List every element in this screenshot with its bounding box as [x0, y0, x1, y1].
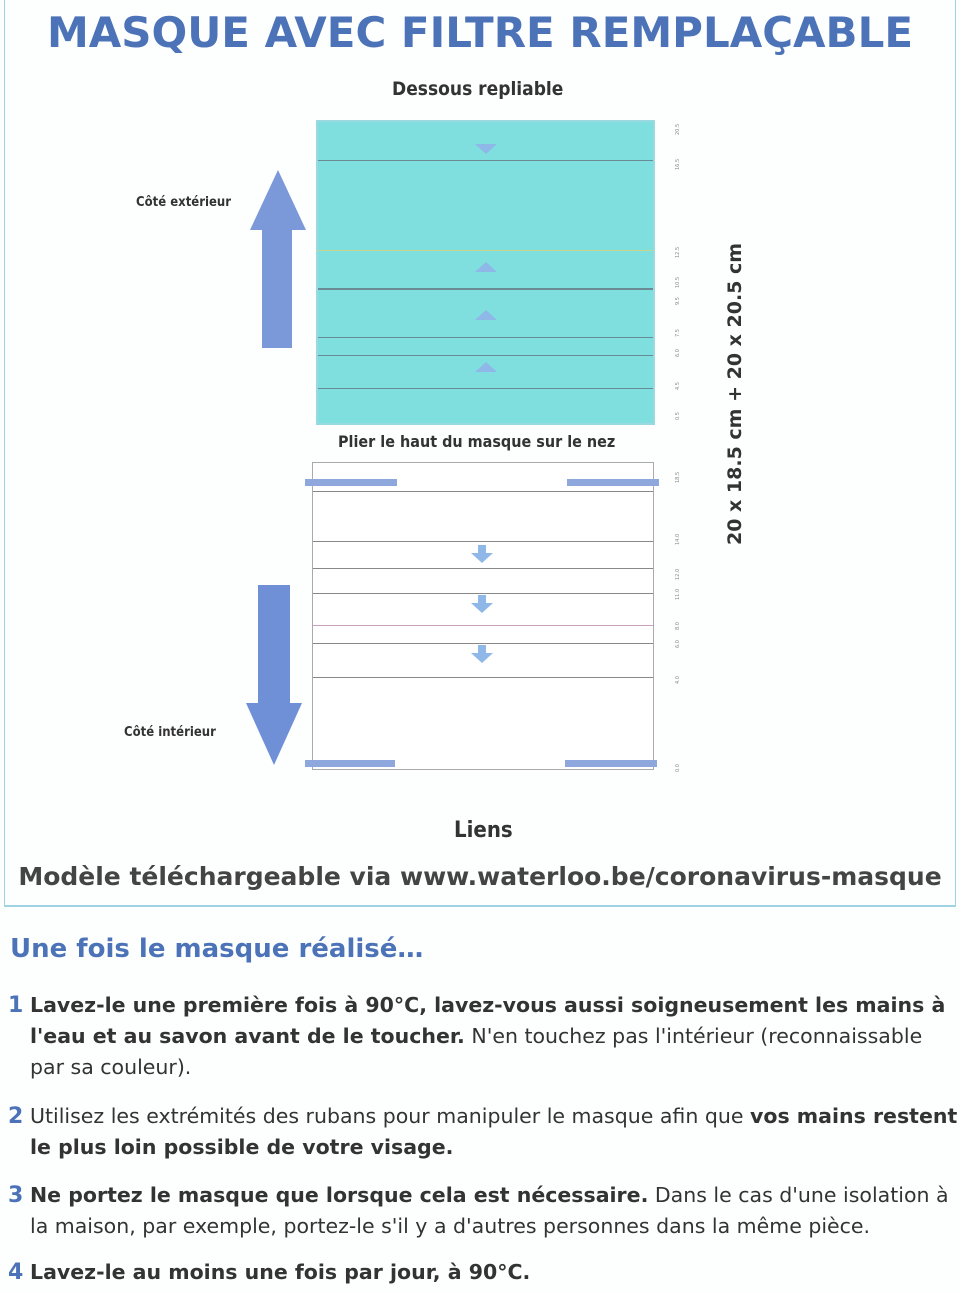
- dimensions-label: 20 x 18.5 cm + 20 x 20.5 cm: [724, 242, 746, 545]
- list-item: 4 Lavez-le au moins une fois par jour, à 90°C.: [8, 1260, 531, 1285]
- fold-arrow-icon: [475, 144, 497, 154]
- list-item: 3 Ne portez le masque que lorsque cela est nécessaire. Dans le cas d'une isolation à la maison, par exemple, portez-le s'il y a d'autres personnes dans la même pièce.: [8, 1183, 949, 1238]
- fold-label: Plier le haut du masque sur le nez: [338, 432, 616, 451]
- fold-arrow-icon: [475, 262, 497, 272]
- download-link[interactable]: Modèle téléchargeable via www.waterloo.be/coronavirus-masque: [18, 862, 942, 891]
- list-item: 1 Lavez-le une première fois à 90°C, lavez-vous aussi soigneusement les mains à l'eau et au savon avant de le toucher. N'en touchez pas l'intérieur (reconnaissable par sa couleur).: [8, 993, 946, 1079]
- outer-panel: [316, 120, 655, 425]
- outer-side-label: Côté extérieur: [136, 195, 232, 210]
- fold-arrow-icon: [471, 653, 493, 663]
- inner-panel: [312, 462, 654, 770]
- top-label: Dessous repliable: [392, 78, 564, 100]
- section-title: Une fois le masque réalisé…: [10, 934, 424, 964]
- fold-arrow-icon: [475, 310, 497, 320]
- inner-side-label: Côté intérieur: [124, 725, 216, 740]
- page-title: MASQUE AVEC FILTRE REMPLAÇABLE: [46, 8, 914, 57]
- tie-strip: [305, 760, 395, 767]
- list-item: 2 Utilisez les extrémités des rubans pour manipuler le masque afin que vos mains restent le plus loin possible de votre visage.: [8, 1104, 958, 1159]
- arrow-up-icon: [248, 170, 308, 350]
- fold-arrow-icon: [475, 362, 497, 372]
- fold-arrow-icon: [471, 603, 493, 613]
- ties-label: Liens: [454, 818, 513, 843]
- tie-strip: [567, 479, 659, 486]
- tie-strip: [305, 479, 397, 486]
- fold-arrow-icon: [471, 553, 493, 563]
- tie-strip: [565, 760, 657, 767]
- page: MASQUE AVEC FILTRE REMPLAÇABLE Dessous repliable Côté extérieur Côté intérieur 20.5 16.5 12.5 10.5 9.5 7.5 6.0 4.5 0.5 Plier le haut du masque sur le nez 18.5 14.0 12.0 11.0 8.0 6.0 4.0 0.0 20 x 18.5 cm + 20 x 20.5 cm Liens Modèle téléchargeable via www.waterloo.be/coronavirus-masque Une fois le masque réalisé… 1 Lavez-le une première fois à 90°C, lavez-vous aussi soigneusement les mains à l'eau et au savon avant de le toucher. N'en touchez pas l'intérieur (reconnaissable par sa couleur). 2 Utilisez les extrémités des rubans pour manipuler le masque afin que vos mains restent le plus loin possible de votre visage. 3 Ne portez le masque que lorsque cela est nécessaire. Dans le cas d'une isolation à la maison, par exemple, portez-le s'il y a d'autres personnes dans la même pièce. 4 Lavez-le au moins une fois par jour, à 90°C.: [0, 0, 960, 1294]
- arrow-down-icon: [244, 585, 304, 767]
